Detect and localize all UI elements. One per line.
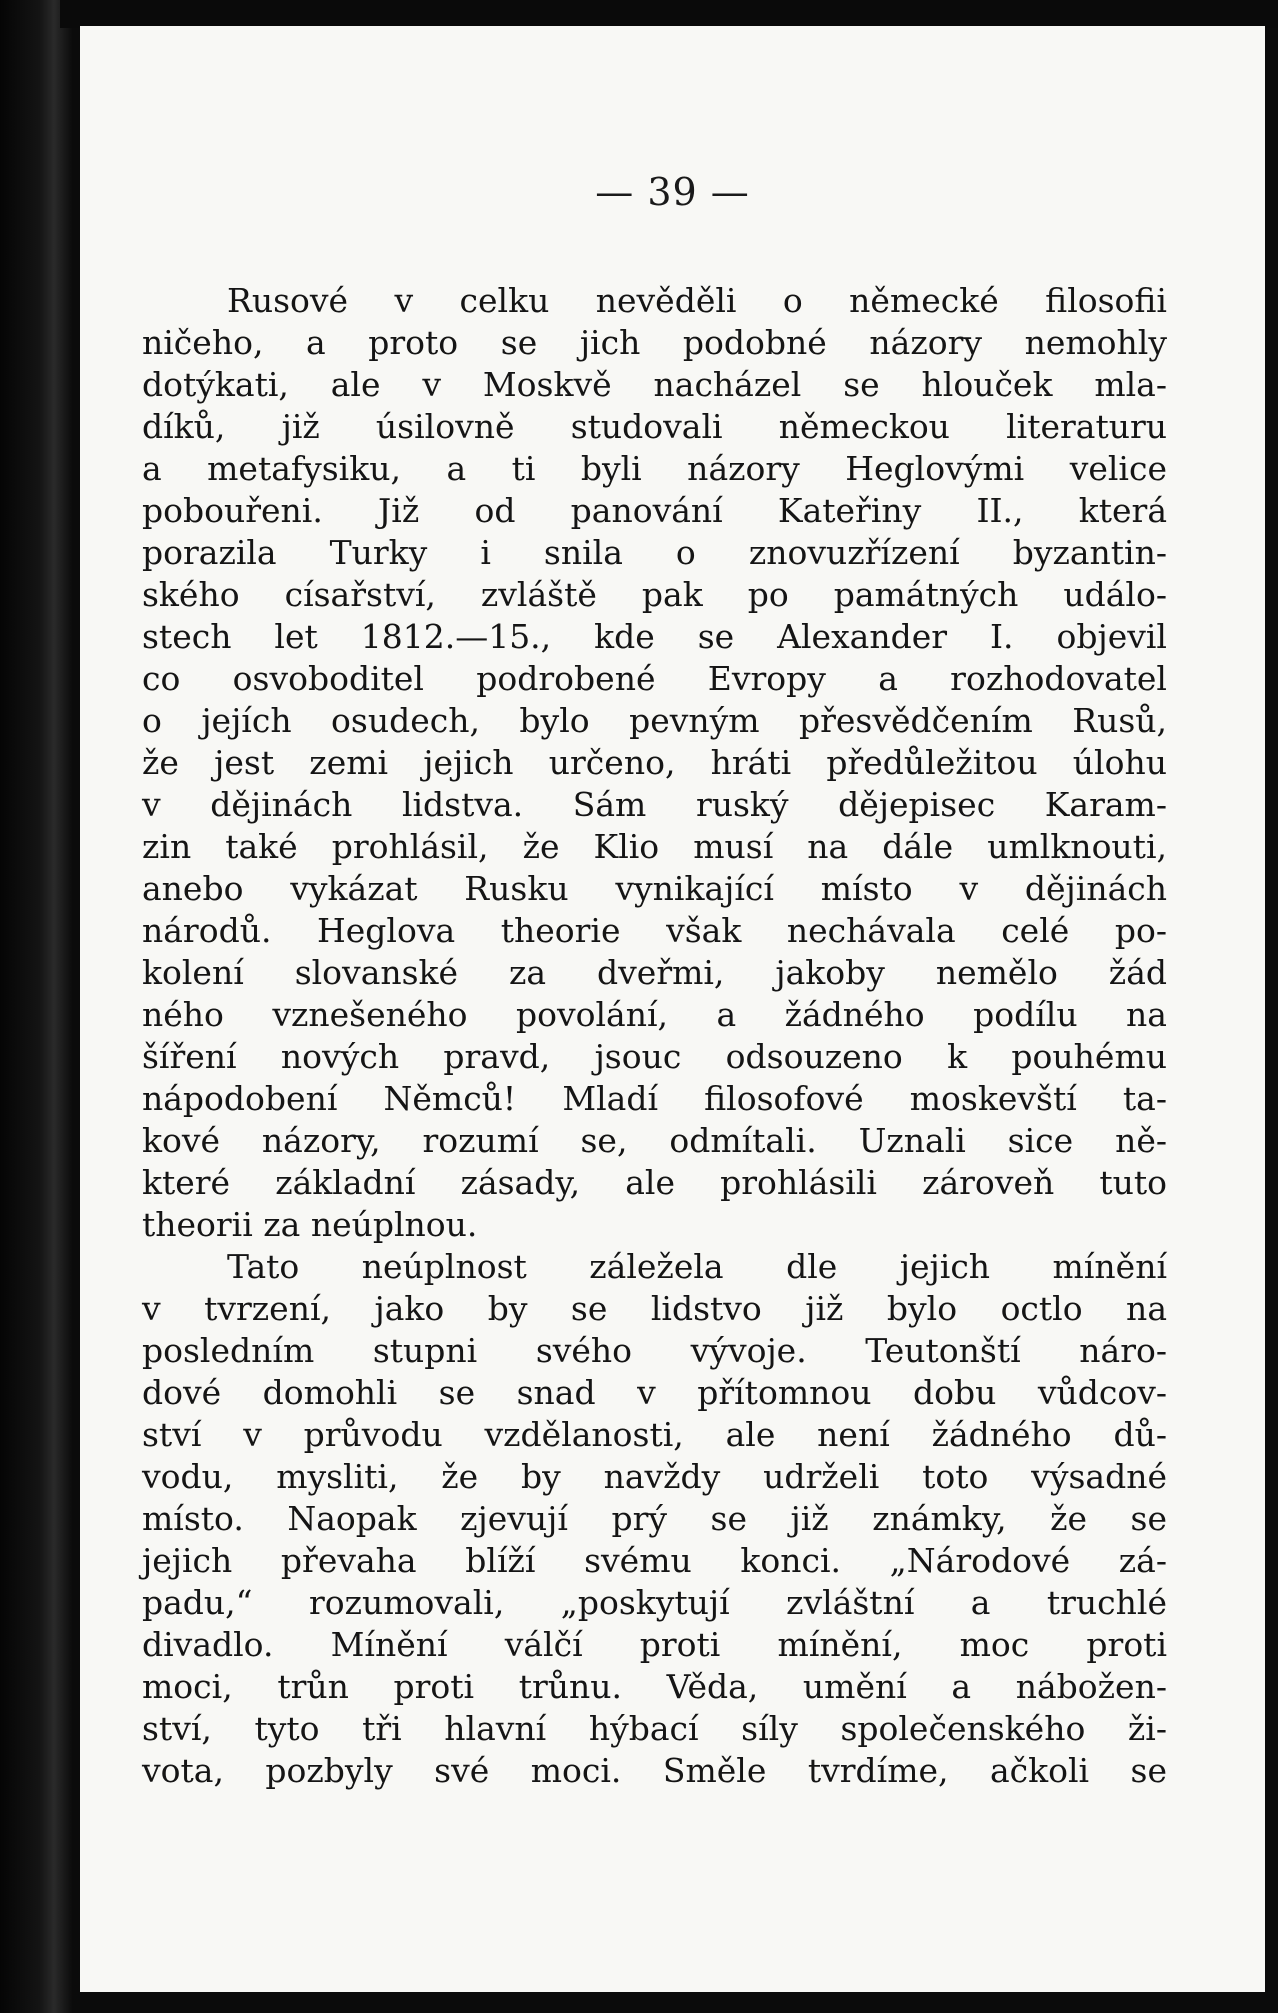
text-line: divadlo. Mínění válčí proti mínění, moc proti: [142, 1625, 1167, 1664]
text-line: díků, již úsilovně studovali německou literaturu: [142, 407, 1167, 446]
text-line: co osvoboditel podrobené Evropy a rozhodovatel: [142, 659, 1167, 698]
page-number: — 39 —: [595, 170, 750, 214]
text-line: zin také prohlásil, že Klio musí na dále umlknouti,: [142, 827, 1167, 866]
text-line: posledním stupni svého vývoje. Teutonští náro-: [142, 1331, 1167, 1370]
text-line: v dějinách lidstva. Sám ruský dějepisec Karam-: [142, 785, 1167, 824]
text-line: ného vznešeného povolání, a žádného podílu na: [142, 995, 1167, 1034]
text-line: ství v průvodu vzdělanosti, ale není žádného dů-: [142, 1415, 1167, 1454]
text-line: jejich převaha blíží svému konci. „Národové zá-: [142, 1541, 1167, 1580]
text-line: moci, trůn proti trůnu. Věda, umění a nábožen-: [142, 1667, 1167, 1706]
text-line: kové názory, rozumí se, odmítali. Uznali sice ně-: [142, 1121, 1167, 1160]
text-line: porazila Turky i snila o znovuzřízení byzantin-: [142, 533, 1167, 572]
text-line: anebo vykázat Rusku vynikající místo v dějinách: [142, 869, 1167, 908]
book-page: [80, 26, 1265, 1992]
top-edge-shadow: [60, 0, 1278, 28]
text-line: pobouřeni. Již od panování Kateřiny II., která: [142, 491, 1167, 530]
book-spine-shadow: [0, 0, 72, 2013]
text-line: ství, tyto tři hlavní hýbací síly společenského ži-: [142, 1709, 1167, 1748]
text-line: padu,“ rozumovali, „poskytují zvláštní a truchlé: [142, 1583, 1167, 1622]
text-line: ničeho, a proto se jich podobné názory nemohly: [142, 323, 1167, 362]
text-line: v tvrzení, jako by se lidstvo již bylo octlo na: [142, 1289, 1167, 1328]
text-line: místo. Naopak zjevují prý se již známky, že se: [142, 1499, 1167, 1538]
text-line: Rusové v celku nevěděli o německé filosofii: [227, 281, 1167, 320]
text-line: které základní zásady, ale prohlásili zároveň tuto: [142, 1163, 1167, 1202]
text-line: dové domohli se snad v přítomnou dobu vůdcov-: [142, 1373, 1167, 1412]
text-line: národů. Heglova theorie však nechávala celé po-: [142, 911, 1167, 950]
text-line: vota, pozbyly své moci. Směle tvrdíme, ačkoli se: [142, 1751, 1167, 1790]
text-line: nápodobení Němců! Mladí filosofové moskevští ta-: [142, 1079, 1167, 1118]
text-line: ského císařství, zvláště pak po památných událo-: [142, 575, 1167, 614]
text-line: o jejích osudech, bylo pevným přesvědčením Rusů,: [142, 701, 1167, 740]
text-line: theorii za neúplnou.: [142, 1205, 478, 1244]
text-line: dotýkati, ale v Moskvě nacházel se hlouček mla-: [142, 365, 1167, 404]
text-line: kolení slovanské za dveřmi, jakoby nemělo žád: [142, 953, 1167, 992]
text-line: že jest zemi jejich určeno, hráti předůležitou úlohu: [142, 743, 1167, 782]
text-line: šíření nových pravd, jsouc odsouzeno k pouhému: [142, 1037, 1167, 1076]
text-line: vodu, mysliti, že by navždy udrželi toto výsadné: [142, 1457, 1167, 1496]
text-line: a metafysiku, a ti byli názory Heglovými velice: [142, 449, 1167, 488]
text-line: stech let 1812.—15., kde se Alexander I. objevil: [142, 617, 1167, 656]
text-line: Tato neúplnost záležela dle jejich mínění: [227, 1247, 1167, 1286]
